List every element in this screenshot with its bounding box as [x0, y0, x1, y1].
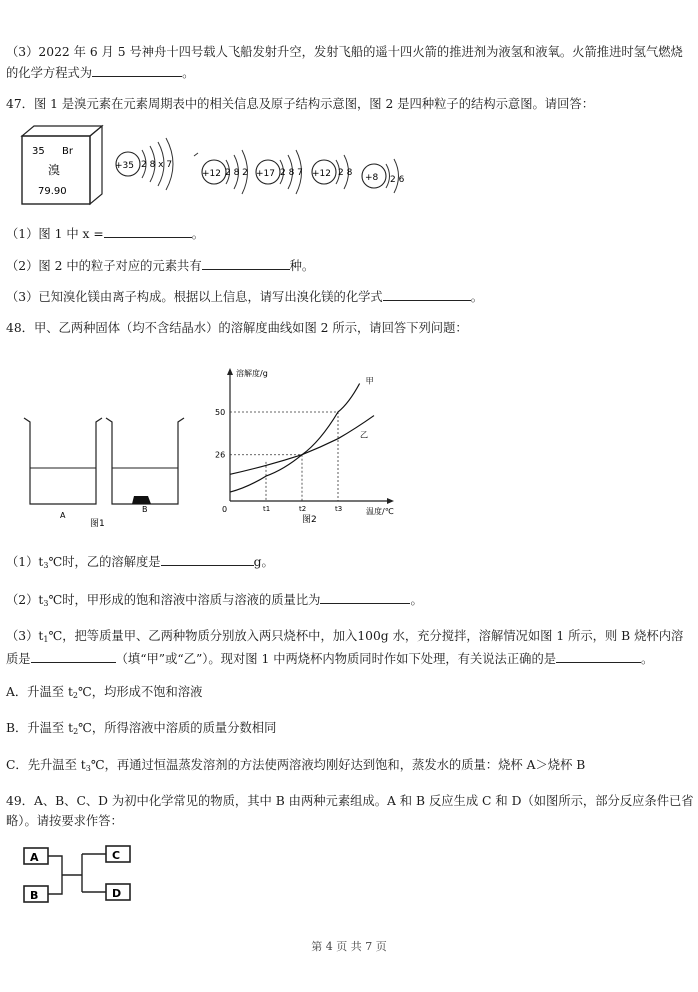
bromine-nucleus: +35	[115, 161, 134, 171]
beaker-b	[106, 418, 184, 504]
option-b-text-b: ℃，所得溶液中溶质的质量分数相同	[78, 721, 277, 735]
q46-sub3-end: 。	[182, 66, 195, 80]
q47-sub3	[6, 288, 483, 305]
q47-sub3-prompt: （3）已知溴化镁由离子构成。根据以上信息，请写出溴化镁的化学式	[6, 290, 383, 304]
q48-option-c[interactable]	[6, 757, 585, 777]
option-c-text-b: ℃，再通过恒温蒸发溶剂的方法使两溶液均刚好达到饱和，蒸发水的质量：烧杯 A＞烧杯 B	[90, 758, 586, 772]
q48-sub3-prompt-c: 质是	[6, 652, 31, 666]
element-mass: 79.90	[38, 186, 67, 197]
particle-2-diagram	[256, 150, 303, 194]
particle-4-shells: 2 6	[390, 175, 405, 185]
y-axis-label: 溶解度/g	[236, 369, 268, 378]
q47-stem: 47．图 1 是溴元素在元素周期表中的相关信息及原子结构示意图，图 2 是四种粒子的结构示意图。请回答：	[6, 97, 594, 111]
q48-sub3-blank-1[interactable]	[31, 650, 116, 663]
q48-sub3-line1	[6, 628, 683, 648]
page-number: 第 4 页 共 7 页	[311, 940, 387, 953]
reaction-connectors	[48, 854, 106, 894]
option-a-text-a: A．升温至 t	[6, 685, 73, 699]
beaker-b-undissolved-solid	[132, 496, 151, 504]
q47-figure	[18, 122, 418, 212]
q47-sub1-end: 。	[191, 227, 205, 241]
q47-sub1-answer-blank[interactable]	[104, 225, 192, 238]
q48-option-b[interactable]	[6, 720, 276, 740]
q48-sub3-subscript: 1	[43, 635, 49, 644]
q48-sub1-end: g。	[253, 555, 274, 569]
option-a-subscript: 2	[72, 691, 79, 700]
box-d-label: D	[112, 887, 122, 900]
q47-sub1-prompt: （1）图 1 中 x =	[6, 227, 104, 241]
q48-stem: 48．甲、乙两种固体（均不含结晶水）的溶解度曲线如图 2 所示，请回答下列问题：	[6, 321, 468, 335]
option-a-text-b: ℃，均形成不饱和溶液	[78, 685, 203, 699]
particle-3-shells: 2 8	[338, 168, 353, 178]
particle-1-diagram	[194, 150, 248, 194]
q48-sub3-prompt-b: ℃，把等质量甲、乙两种物质分别放入两只烧杯中，加入100g 水，充分搅拌，溶解情况如图 1 所示，则 B 烧杯内溶	[48, 629, 684, 643]
particle-3-nucleus: +12	[312, 169, 331, 179]
option-c-text-a: C．先升温至 t	[6, 758, 86, 772]
particle-4-nucleus: +8	[365, 173, 379, 183]
q49-stem-line2: 略）。请按要求作答：	[6, 814, 123, 828]
particle-1-nucleus: +12	[202, 169, 221, 179]
box-a-label: A	[30, 851, 39, 864]
element-card	[22, 126, 102, 204]
q47-sub2-end: 种。	[289, 259, 315, 273]
box-b-label: B	[30, 889, 39, 902]
q46-sub3-prompt: 的化学方程式为	[6, 66, 93, 80]
q48-sub2-answer-blank[interactable]	[320, 591, 410, 604]
box-c-label: C	[112, 849, 121, 862]
particle-1-shells: 2 8 2	[225, 168, 248, 178]
q48-sub3-end: 。	[641, 652, 654, 666]
q47-sub1	[6, 225, 204, 242]
option-c-subscript: 3	[85, 764, 91, 773]
q48-sub3-blank-2[interactable]	[556, 650, 641, 663]
q48-sub2-prompt-a: （2）t	[6, 593, 44, 607]
q49-reaction-diagram	[20, 840, 150, 910]
q47-sub2-answer-blank[interactable]	[202, 257, 290, 270]
q46-sub3-line2	[6, 64, 194, 81]
q47-sub2-prompt: （2）图 2 中的粒子对应的元素共有	[6, 259, 202, 273]
element-number: 35	[32, 146, 45, 157]
q46-sub3-answer-blank[interactable]	[92, 64, 182, 77]
x-tick-t2: t2	[299, 505, 307, 513]
origin-label: 0	[222, 505, 228, 514]
q48-sub3-prompt-d: （填“甲”或“乙”）。现对图 1 中两烧杯内物质同时作如下处理，有关说法正确的是	[115, 652, 557, 666]
figure-2-caption: 图2	[302, 515, 317, 525]
element-name: 溴	[48, 163, 61, 177]
element-symbol: Br	[62, 146, 73, 157]
q48-sub1	[6, 553, 274, 574]
beaker-b-label: B	[142, 505, 148, 514]
q48-sub2	[6, 591, 423, 612]
figure-1-caption: 图1	[90, 519, 105, 528]
particle-4-diagram	[362, 159, 405, 193]
q46-sub3-line1: （3）2022 年 6 月 5 号神舟十四号载人飞船发射升空，发射飞船的遥十四火箭的推进剂为液氢和液氧。火箭推进时氢气燃烧	[6, 45, 683, 59]
q48-sub3-prompt-a: （3）t	[6, 629, 44, 643]
x-tick-t3: t3	[335, 505, 343, 513]
q47-sub3-answer-blank[interactable]	[383, 288, 471, 301]
y-tick-50: 50	[215, 408, 226, 417]
beaker-a	[24, 418, 102, 504]
q48-option-a[interactable]	[6, 684, 202, 704]
series-label-2: 乙	[360, 430, 368, 440]
x-axis-arrow	[387, 498, 394, 504]
bromine-atom-diagram	[115, 138, 173, 190]
option-b-subscript: 2	[73, 727, 79, 736]
q49-stem-line1: 49．A、B、C、D 为初中化学常见的物质，其中 B 由两种元素组成。A 和 B 反应生成 C 和 D（如图所示，部分反应条件已省	[6, 794, 694, 808]
q48-sub3-line2	[6, 650, 653, 667]
y-tick-26: 26	[215, 450, 226, 460]
q48-sub1-prompt-b: ℃时，乙的溶解度是	[48, 555, 161, 569]
q48-beaker-figure	[20, 412, 195, 528]
particle-3-diagram	[312, 155, 353, 189]
beaker-a-label: A	[60, 511, 66, 520]
bromine-shells: 2 8 x 7	[141, 160, 173, 170]
particle-2-shells: 2 8 7	[280, 168, 303, 178]
q48-sub1-subscript: 3	[43, 561, 49, 570]
x-axis-label: 温度/℃	[366, 507, 394, 516]
q47-sub3-end: 。	[470, 290, 484, 304]
y-axis-arrow	[227, 368, 233, 375]
q48-sub2-prompt-b: ℃时，甲形成的饱和溶液中溶质与溶液的质量比为	[48, 593, 321, 607]
series-line-2	[230, 416, 374, 475]
particle-2-nucleus: +17	[256, 169, 275, 179]
q48-solubility-chart	[208, 364, 408, 526]
x-tick-t1: t1	[263, 505, 271, 513]
q48-sub2-subscript: 3	[43, 599, 49, 608]
option-b-text-a: B．升温至 t	[6, 721, 74, 735]
q48-sub1-answer-blank[interactable]	[161, 553, 254, 566]
series-label-1: 甲	[365, 376, 374, 386]
q48-sub2-end: 。	[410, 593, 423, 607]
q47-sub2	[6, 257, 314, 274]
q48-sub1-prompt-a: （1）t	[6, 555, 44, 569]
